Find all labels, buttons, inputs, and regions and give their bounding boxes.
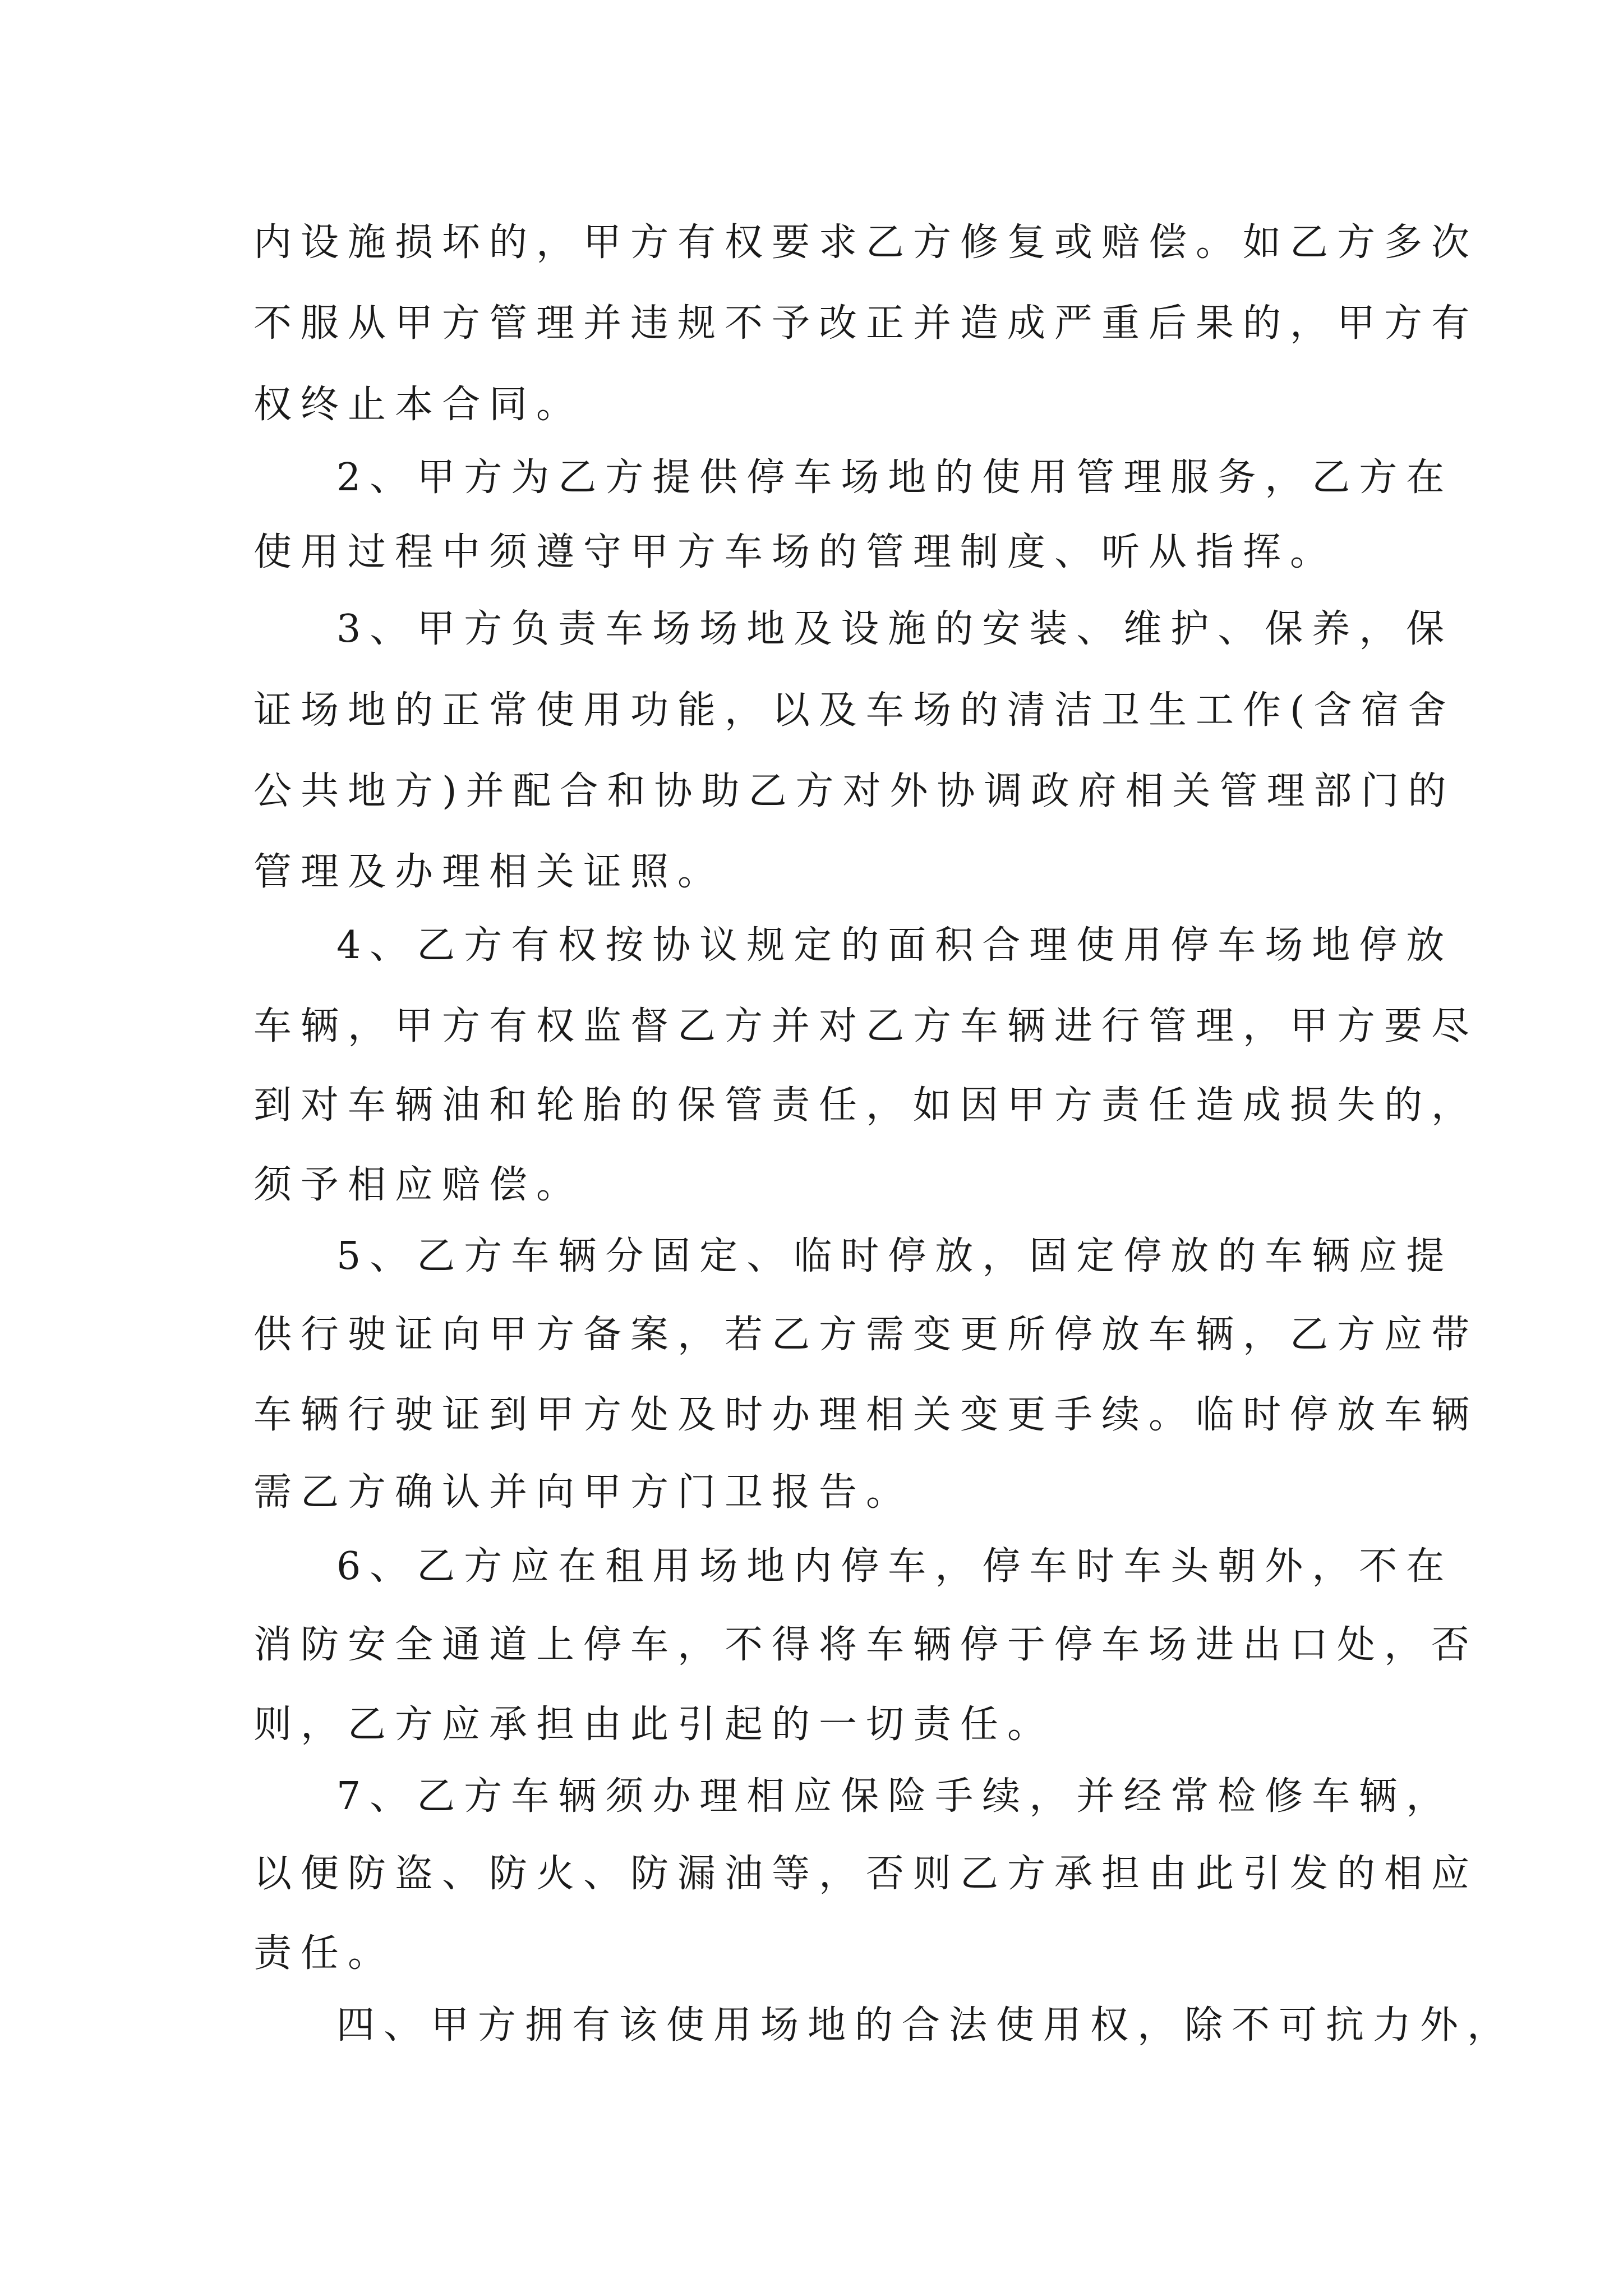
- paragraph-first-line: 4、乙方有权按协议规定的面积合理使用停车场地停放: [336, 923, 1454, 968]
- paragraph-first-line: 5、乙方车辆分固定、临时停放，固定停放的车辆应提: [336, 1234, 1454, 1278]
- paragraph-first-line: 7、乙方车辆须办理相应保险手续，并经常检修车辆，: [336, 1774, 1454, 1819]
- text-line: 到对车辆油和轮胎的保管责任，如因甲方责任造成损失的，: [253, 1083, 1479, 1128]
- paragraph-first-line: 四、甲方拥有该使用场地的合法使用权，除不可抗力外，: [336, 2003, 1515, 2047]
- paragraph-first-line: 6、乙方应在租用场地内停车，停车时车头朝外，不在: [336, 1544, 1454, 1589]
- text-line: 消防安全通道上停车，不得将车辆停于停车场进出口处，否: [253, 1623, 1479, 1667]
- text-line: 不服从甲方管理并违规不予改正并造成严重后果的，甲方有: [253, 301, 1479, 346]
- paragraph-first-line: 3、甲方负责车场场地及设施的安装、维护、保养，保: [336, 607, 1454, 651]
- paragraph-first-line: 2、甲方为乙方提供停车场地的使用管理服务，乙方在: [336, 455, 1454, 500]
- text-line: 管理及办理相关证照。: [253, 850, 725, 894]
- text-line: 须予相应赔偿。: [253, 1163, 584, 1207]
- text-line: 则，乙方应承担由此引起的一切责任。: [253, 1703, 1055, 1747]
- text-line: 权终止本合同。: [253, 383, 584, 427]
- text-line: 公共地方)并配合和协助乙方对外协调政府相关管理部门的: [253, 769, 1455, 813]
- text-line: 使用过程中须遵守甲方车场的管理制度、听从指挥。: [253, 530, 1338, 574]
- text-line: 责任。: [253, 1931, 395, 1976]
- text-line: 需乙方确认并向甲方门卫报告。: [253, 1470, 914, 1515]
- text-line: 车辆，甲方有权监督乙方并对乙方车辆进行管理，甲方要尽: [253, 1004, 1479, 1048]
- text-line: 以便防盗、防火、防漏油等，否则乙方承担由此引发的相应: [253, 1852, 1479, 1896]
- text-line: 车辆行驶证到甲方处及时办理相关变更手续。临时停放车辆: [253, 1393, 1479, 1437]
- text-line: 证场地的正常使用功能，以及车场的清洁卫生工作(含宿舍: [253, 688, 1455, 733]
- text-line: 供行驶证向甲方备案，若乙方需变更所停放车辆，乙方应带: [253, 1313, 1479, 1357]
- text-line: 内设施损坏的，甲方有权要求乙方修复或赔偿。如乙方多次: [253, 220, 1479, 265]
